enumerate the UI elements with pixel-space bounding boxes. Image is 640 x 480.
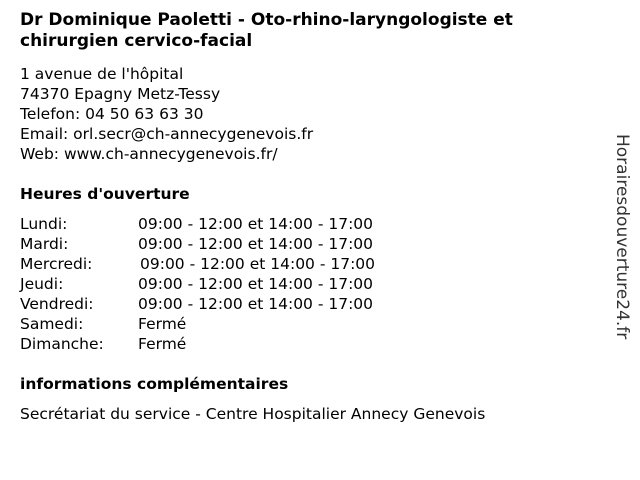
day-label: Dimanche: — [20, 335, 104, 353]
day-hours: 09:00 - 12:00 et 14:00 - 17:00 — [138, 295, 374, 313]
page-title: Dr Dominique Paoletti - Oto-rhino-laryngologiste et chirurgien cervico-facial — [20, 10, 513, 51]
day-label: Samedi: — [20, 315, 84, 333]
day-label: Mardi: — [20, 235, 69, 253]
day-hours: Fermé — [138, 315, 187, 333]
additional-info-text: Secrétariat du service - Centre Hospitalier Annecy Genevois — [20, 405, 486, 423]
day-label: Vendredi: — [20, 295, 94, 313]
site-watermark: Horairesdouverture24.fr — [612, 134, 632, 340]
day-label: Mercredi: — [20, 255, 93, 273]
street-address: 1 avenue de l'hôpital — [20, 65, 184, 83]
additional-info-heading: informations complémentaires — [20, 375, 289, 393]
day-label: Lundi: — [20, 215, 68, 233]
day-hours: 09:00 - 12:00 et 14:00 - 17:00 — [140, 255, 376, 273]
day-label: Jeudi: — [20, 275, 64, 293]
city-address: 74370 Epagny Metz-Tessy — [20, 85, 221, 103]
day-hours: 09:00 - 12:00 et 14:00 - 17:00 — [138, 235, 374, 253]
website-link: Web: www.ch-annecygenevois.fr/ — [20, 145, 278, 163]
opening-hours-heading: Heures d'ouverture — [20, 185, 190, 203]
day-hours: Fermé — [138, 335, 187, 353]
address-block — [20, 64, 313, 164]
day-hours: 09:00 - 12:00 et 14:00 - 17:00 — [138, 275, 374, 293]
phone-number: Telefon: 04 50 63 63 30 — [20, 105, 204, 123]
day-hours: 09:00 - 12:00 et 14:00 - 17:00 — [138, 215, 374, 233]
email-address: Email: orl.secr@ch-annecygenevois.fr — [20, 125, 314, 143]
